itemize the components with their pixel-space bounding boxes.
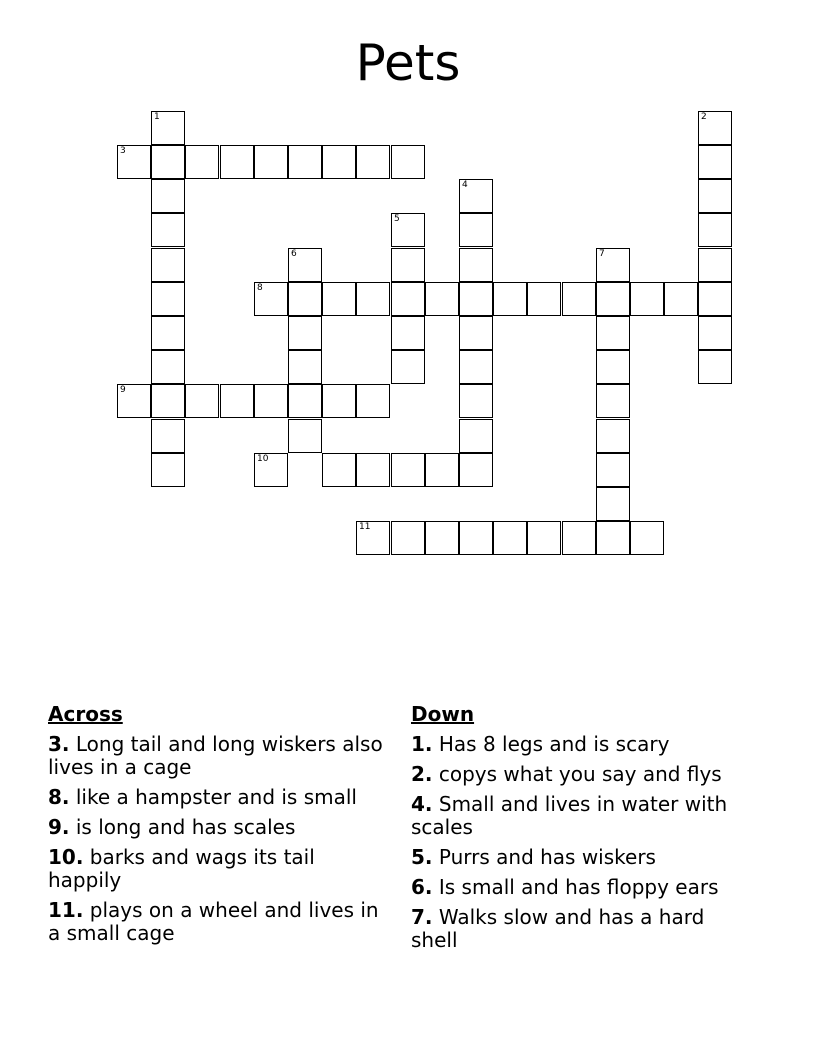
grid-cell[interactable] bbox=[527, 282, 561, 316]
grid-cell[interactable] bbox=[698, 145, 732, 179]
clue-number: 3. bbox=[48, 732, 70, 756]
grid-cell[interactable] bbox=[220, 384, 254, 418]
grid-cell[interactable] bbox=[356, 282, 390, 316]
grid-cell[interactable] bbox=[698, 248, 732, 282]
clue-text: barks and wags its tail happily bbox=[48, 845, 315, 892]
grid-cell[interactable] bbox=[698, 111, 732, 145]
across-clue bbox=[48, 899, 393, 945]
grid-cell[interactable] bbox=[391, 248, 425, 282]
grid-cell[interactable] bbox=[322, 384, 356, 418]
across-clue bbox=[48, 786, 393, 809]
grid-cell[interactable] bbox=[185, 145, 219, 179]
clue-text: Purrs and has wiskers bbox=[438, 845, 656, 869]
grid-cell[interactable] bbox=[527, 521, 561, 555]
cell-number: 4 bbox=[462, 180, 468, 190]
grid-cell[interactable] bbox=[596, 384, 630, 418]
grid-cell[interactable] bbox=[151, 179, 185, 213]
grid-cell[interactable] bbox=[151, 282, 185, 316]
grid-cell[interactable] bbox=[630, 282, 664, 316]
grid-cell[interactable] bbox=[493, 521, 527, 555]
grid-cell[interactable] bbox=[425, 453, 459, 487]
down-clue bbox=[411, 876, 756, 899]
grid-cell[interactable] bbox=[459, 213, 493, 247]
cell-number: 8 bbox=[257, 283, 263, 293]
clue-text: is long and has scales bbox=[75, 815, 296, 839]
grid-cell[interactable] bbox=[151, 419, 185, 453]
grid-cell[interactable] bbox=[288, 350, 322, 384]
grid-cell[interactable] bbox=[459, 248, 493, 282]
down-clue bbox=[411, 846, 756, 869]
grid-cell[interactable] bbox=[596, 282, 630, 316]
grid-cell[interactable] bbox=[391, 350, 425, 384]
clue-number: 8. bbox=[48, 785, 70, 809]
cell-number: 3 bbox=[120, 146, 126, 156]
grid-cell[interactable] bbox=[356, 145, 390, 179]
cell-number: 5 bbox=[394, 214, 400, 224]
grid-cell[interactable] bbox=[288, 316, 322, 350]
cell-number: 11 bbox=[359, 522, 371, 532]
puzzle-title: Pets bbox=[355, 34, 461, 92]
clue-number: 7. bbox=[411, 905, 433, 929]
grid-cell[interactable] bbox=[151, 111, 185, 145]
grid-cell[interactable] bbox=[425, 282, 459, 316]
grid-cell[interactable] bbox=[596, 419, 630, 453]
grid-cell[interactable] bbox=[288, 282, 322, 316]
clue-number: 9. bbox=[48, 815, 70, 839]
grid-cell[interactable] bbox=[391, 521, 425, 555]
cell-number: 1 bbox=[154, 112, 160, 122]
grid-cell[interactable] bbox=[117, 384, 151, 418]
grid-cell[interactable] bbox=[391, 316, 425, 350]
grid-cell[interactable] bbox=[254, 145, 288, 179]
grid-cell[interactable] bbox=[698, 316, 732, 350]
across-clue bbox=[48, 846, 393, 892]
cell-number: 10 bbox=[257, 454, 269, 464]
grid-cell[interactable] bbox=[151, 384, 185, 418]
grid-cell[interactable] bbox=[288, 419, 322, 453]
grid-cell[interactable] bbox=[562, 521, 596, 555]
grid-cell[interactable] bbox=[391, 145, 425, 179]
clue-number: 6. bbox=[411, 875, 433, 899]
down-clue bbox=[411, 906, 756, 952]
across-clues bbox=[48, 703, 393, 952]
clue-number: 1. bbox=[411, 732, 433, 756]
grid-cell[interactable] bbox=[698, 213, 732, 247]
grid-cell[interactable] bbox=[391, 453, 425, 487]
down-clue bbox=[411, 733, 756, 756]
clue-text: Has 8 legs and is scary bbox=[438, 732, 670, 756]
across-clue bbox=[48, 816, 393, 839]
grid-cell[interactable] bbox=[288, 145, 322, 179]
clue-number: 5. bbox=[411, 845, 433, 869]
grid-cell[interactable] bbox=[151, 145, 185, 179]
clue-number: 2. bbox=[411, 762, 433, 786]
clue-text: Is small and has floppy ears bbox=[438, 875, 719, 899]
grid-cell[interactable] bbox=[596, 521, 630, 555]
grid-cell[interactable] bbox=[356, 453, 390, 487]
clue-text: plays on a wheel and lives in a small cage bbox=[48, 898, 379, 945]
down-clue bbox=[411, 763, 756, 786]
grid-cell[interactable] bbox=[185, 384, 219, 418]
clue-text: like a hampster and is small bbox=[75, 785, 357, 809]
grid-cell[interactable] bbox=[220, 145, 254, 179]
clue-number: 10. bbox=[48, 845, 84, 869]
cell-number: 2 bbox=[701, 112, 707, 122]
clue-text: Small and lives in water with scales bbox=[411, 792, 728, 839]
grid-cell[interactable] bbox=[596, 350, 630, 384]
grid-cell[interactable] bbox=[596, 487, 630, 521]
grid-cell[interactable] bbox=[391, 282, 425, 316]
grid-cell[interactable] bbox=[493, 282, 527, 316]
grid-cell[interactable] bbox=[459, 419, 493, 453]
grid-cell[interactable] bbox=[459, 521, 493, 555]
grid-cell[interactable] bbox=[356, 384, 390, 418]
grid-cell[interactable] bbox=[596, 316, 630, 350]
grid-cell[interactable] bbox=[151, 248, 185, 282]
clue-text: Walks slow and has a hard shell bbox=[411, 905, 705, 952]
clue-number: 4. bbox=[411, 792, 433, 816]
grid-cell[interactable] bbox=[254, 453, 288, 487]
grid-cell[interactable] bbox=[151, 350, 185, 384]
grid-cell[interactable] bbox=[459, 179, 493, 213]
clue-text: Long tail and long wiskers also lives in a cage bbox=[48, 732, 383, 779]
clue-number: 11. bbox=[48, 898, 84, 922]
grid-cell[interactable] bbox=[151, 316, 185, 350]
grid-cell[interactable] bbox=[322, 145, 356, 179]
grid-cell[interactable] bbox=[459, 453, 493, 487]
grid-cell[interactable] bbox=[596, 453, 630, 487]
grid-cell[interactable] bbox=[459, 384, 493, 418]
grid-cell[interactable] bbox=[288, 384, 322, 418]
grid-cell[interactable] bbox=[117, 145, 151, 179]
grid-cell[interactable] bbox=[698, 350, 732, 384]
grid-cell[interactable] bbox=[630, 521, 664, 555]
grid-cell[interactable] bbox=[596, 248, 630, 282]
grid-cell[interactable] bbox=[698, 179, 732, 213]
grid-cell[interactable] bbox=[356, 521, 390, 555]
down-clues bbox=[411, 703, 756, 959]
grid-cell[interactable] bbox=[459, 350, 493, 384]
grid-cell[interactable] bbox=[151, 213, 185, 247]
cell-number: 7 bbox=[599, 249, 605, 259]
grid-cell[interactable] bbox=[391, 213, 425, 247]
grid-cell[interactable] bbox=[151, 453, 185, 487]
grid-cell[interactable] bbox=[425, 521, 459, 555]
grid-cell[interactable] bbox=[459, 282, 493, 316]
down-clue bbox=[411, 793, 756, 839]
grid-cell[interactable] bbox=[459, 316, 493, 350]
grid-cell[interactable] bbox=[664, 282, 698, 316]
cell-number: 9 bbox=[120, 385, 126, 395]
grid-cell[interactable] bbox=[322, 282, 356, 316]
grid-cell[interactable] bbox=[322, 453, 356, 487]
grid-cell[interactable] bbox=[562, 282, 596, 316]
grid-cell[interactable] bbox=[288, 248, 322, 282]
clue-text: copys what you say and flys bbox=[438, 762, 722, 786]
across-clue bbox=[48, 733, 393, 779]
grid-cell[interactable] bbox=[254, 384, 288, 418]
across-heading: Across bbox=[48, 702, 123, 726]
grid-cell[interactable] bbox=[698, 282, 732, 316]
grid-cell[interactable] bbox=[254, 282, 288, 316]
down-heading: Down bbox=[411, 702, 475, 726]
cell-number: 6 bbox=[291, 249, 297, 259]
